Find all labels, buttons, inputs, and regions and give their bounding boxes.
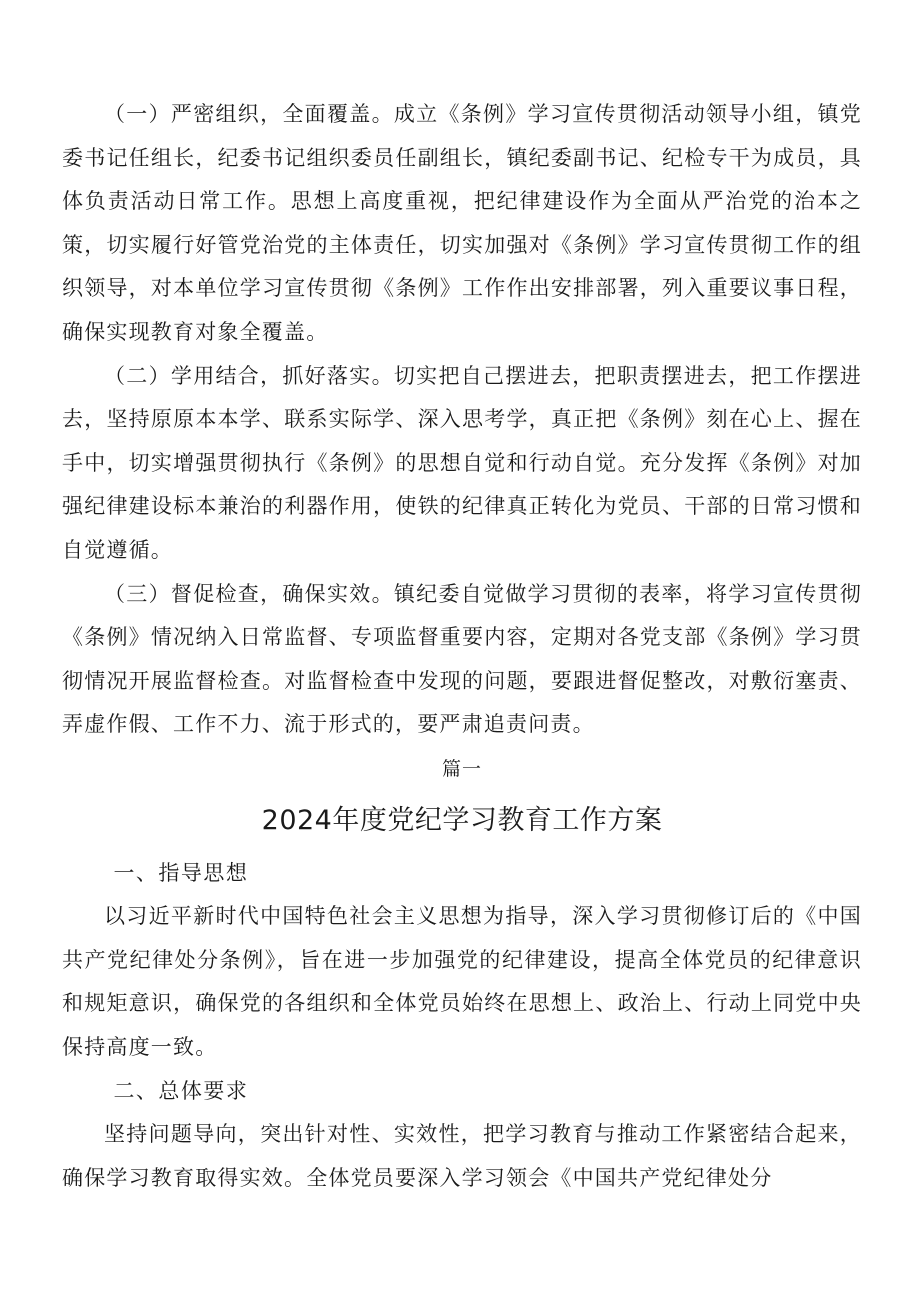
paragraph-guiding-thought: 以习近平新时代中国特色社会主义思想为指导，深入学习贯彻修订后的《中国共产党纪律处分条例》，旨在进一步加强党的纪律建设，提高全体党员的纪律意识和规矩意识，确保党的各组织和全体党员始终在思想上、政治上、行动上同党中央保持高度一致。 (62, 903, 862, 1059)
paragraph-organization: （一）严密组织，全面覆盖。成立《条例》学习宣传贯彻活动领导小组，镇党委书记任组长，纪委书记组织委员任副组长，镇纪委副书记、纪检专干为成员，具体负责活动日常工作。思想上高度重视，把纪律建设作为全面从严治党的治本之策，切实履行好管党治党的主体责任，切实加强对《条例》学习宣传贯彻工作的组织领导，对本单位学习宣传贯彻《条例》工作作出安排部署，列入重要议事日程，确保实现教育对象全覆盖。 (62, 102, 862, 344)
document-title: 2024年度党纪学习教育工作方案 (261, 804, 663, 836)
paragraph-supervision: （三）督促检查，确保实效。镇纪委自觉做学习贯彻的表率，将学习宣传贯彻《条例》情况纳入日常监督、专项监督重要内容，定期对各党支部《条例》学习贯彻情况开展监督检查。对监督检查中发现的问题，要跟进督促整改，对敷衍塞责、弄虚作假、工作不力、流于形式的，要严肃追责问责。 (62, 581, 862, 737)
document-body (62, 93, 862, 1200)
paragraph-implementation: （二）学用结合，抓好落实。切实把自己摆进去，把职责摆进去，把工作摆进去，坚持原原本本学、联系实际学、深入思考学，真正把《条例》刻在心上、握在手中，切实增强贯彻执行《条例》的思想自觉和行动自觉。充分发挥《条例》对加强纪律建设标本兼治的利器作用，使铁的纪律真正转化为党员、干部的日常习惯和自觉遵循。 (62, 363, 862, 562)
section-label: 篇一 (441, 757, 482, 780)
paragraph-general-requirements: 坚持问题导向，突出针对性、实效性，把学习教育与推动工作紧密结合起来，确保学习教育取得实效。全体党员要深入学习领会《中国共产党纪律处分 (62, 1122, 862, 1190)
heading-guiding-thought: 一、指导思想 (113, 860, 249, 885)
heading-general-requirements: 二、总体要求 (113, 1079, 249, 1104)
